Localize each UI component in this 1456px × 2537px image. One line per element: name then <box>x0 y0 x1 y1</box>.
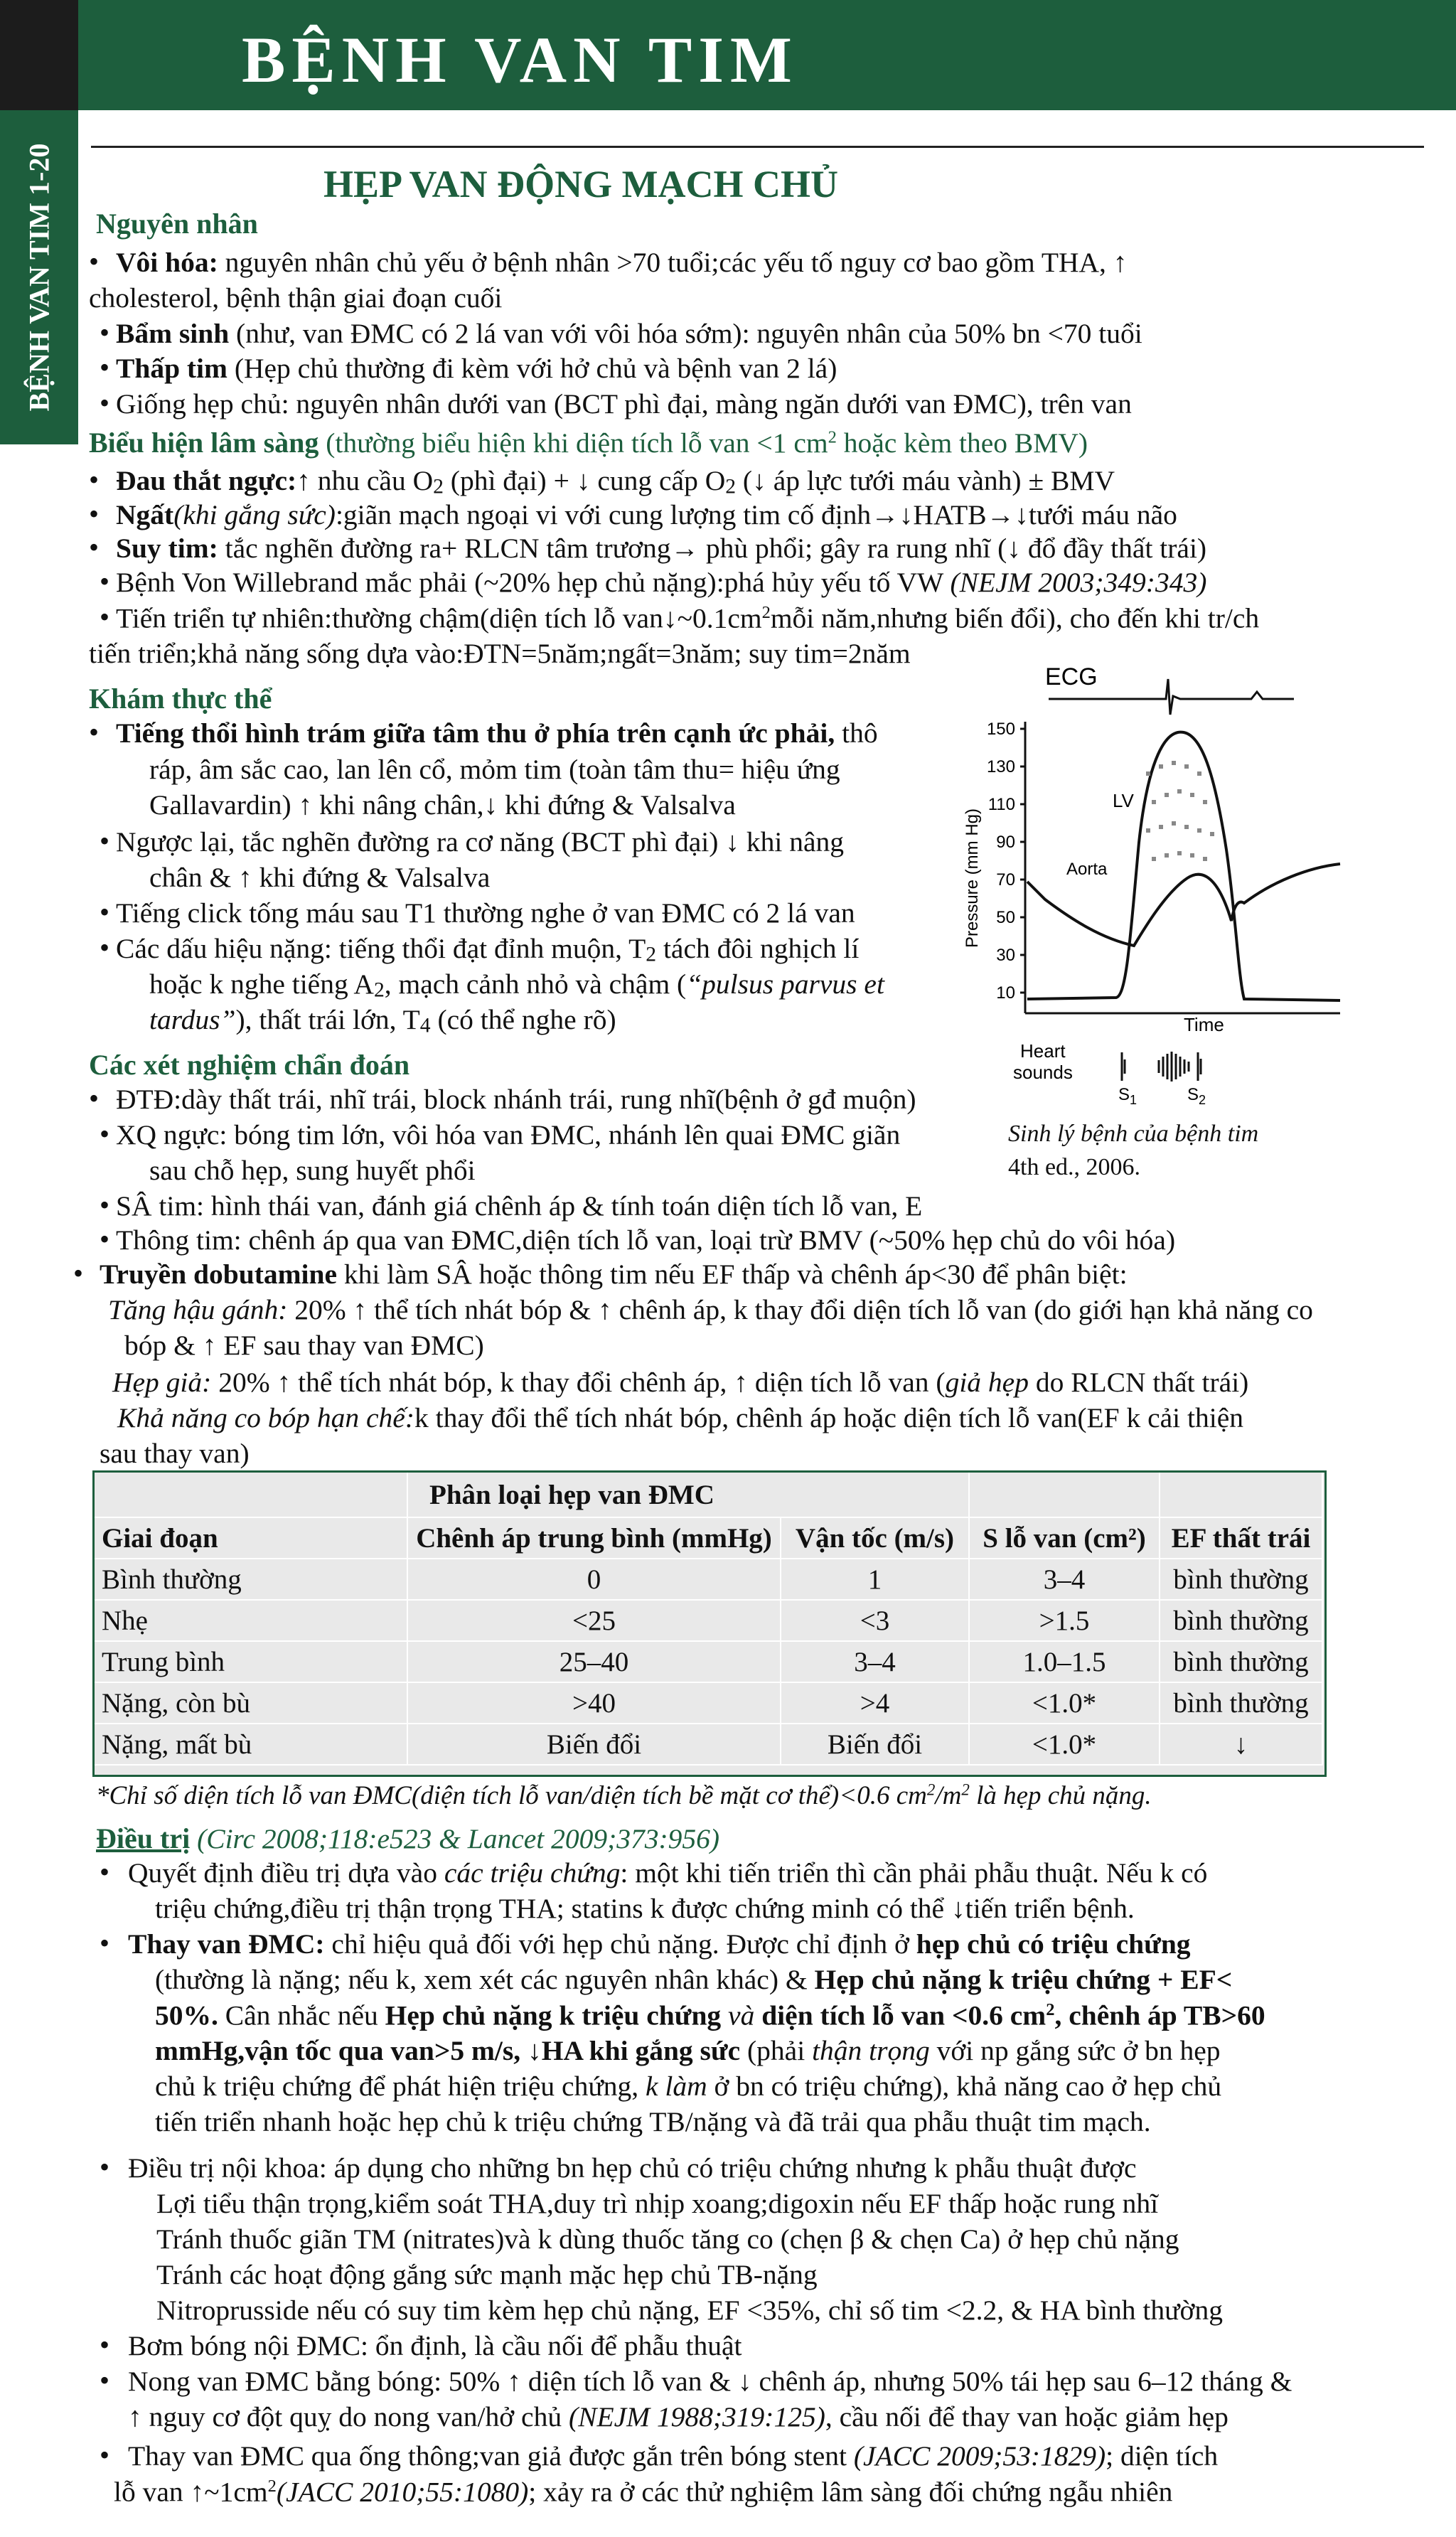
y-tick-label: 110 <box>987 795 1015 814</box>
bullet: • <box>89 498 100 530</box>
table-cell: 1 <box>781 1559 969 1600</box>
bullet: • <box>89 245 100 277</box>
exam-severity-signs: Các dấu hiệu nặng: tiếng thổi đạt đỉnh muộn, $T_2$ tách đôi nghịch lí <box>116 933 860 966</box>
heart-sounds-trace <box>1122 1052 1201 1081</box>
y-tick-label: 30 <box>996 946 1015 965</box>
tx-medical-s2: Tránh thuốc giãn TM (nitrates)và k dùng thuốc tăng co (chẹn β & chẹn Ca) ở hẹp chủ nặng <box>156 2223 1179 2255</box>
bullet: • <box>100 931 110 963</box>
y-tick-label: 50 <box>996 908 1015 927</box>
top-rule <box>91 146 1424 148</box>
s2-label: $S_2$ <box>1187 1085 1206 1107</box>
dx-afterload-cont: bóp & ↑ EF sau thay van ĐMC) <box>124 1330 484 1361</box>
bullet: • <box>100 2151 110 2183</box>
table-header-cell: S lỗ van (cm²) <box>969 1517 1160 1559</box>
bullet: • <box>100 1189 110 1221</box>
tx-medical-s3: Tránh các hoạt động gắng sức mạnh mặc hẹp chủ TB-nặng <box>156 2259 818 2290</box>
tx-medical-s4: Nitroprusside nếu có suy tim kèm hẹp chủ nặng, EF <35%, chỉ số tim <2.2, & HA bình thường <box>156 2295 1223 2326</box>
tx-medical: Điều trị nội khoa: áp dụng cho những bn hẹp chủ có triệu chứng nhưng k phẫu thuật được <box>128 2152 1137 2184</box>
table-cell: Biến đổi <box>781 1724 969 1765</box>
table-row <box>95 1724 1322 1765</box>
dx-ecg: ĐTĐ:dày thất trái, nhĩ trái, block nhánh trái, rung nhĩ(bệnh ở gđ muộn) <box>116 1084 916 1115</box>
dx-limited-reserve: Khả năng co bóp hạn chế:k thay đổi thể tích nhát bóp, chênh áp hoặc diện tích lỗ van(EF k cải thiện <box>117 1402 1244 1433</box>
bullet: • <box>100 896 110 928</box>
pressure-figure <box>953 665 1379 1138</box>
y-tick-label: 150 <box>986 720 1015 739</box>
dx-afterload: Tăng hậu gánh: 20% ↑ thể tích nhát bóp & ↑ chênh áp, k thay đổi diện tích lỗ van (do giới hạn khả năng co <box>108 1294 1313 1325</box>
y-tick-label: 130 <box>986 757 1015 776</box>
heart-sounds-label-1: Heart <box>1020 1040 1066 1062</box>
aorta-label: Aorta <box>1066 860 1108 879</box>
tx-medical-s1: Lợi tiểu thận trọng,kiểm soát THA,duy trì nhịp xoang;digoxin nếu EF thấp hoặc rung nhĩ <box>156 2188 1159 2219</box>
figure-caption-edition: 4th ed., 2006. <box>1008 1154 1141 1180</box>
side-tab-label: BỆNH VAN TIM 1-20 <box>23 143 55 412</box>
cause-mimics: Giống hẹp chủ: nguyên nhân dưới van (BCT phì đại, màng ngăn dưới van ĐMC), trên van <box>116 388 1132 420</box>
cause-congenital: Bẩm sinh (như, van ĐMC có 2 lá van với vôi hóa sớm): nguyên nhân của 50% bn <70 tuổi <box>116 318 1142 349</box>
tx-avr-l5: chủ k triệu chứng để phát hiện triệu chứng, k làm ở bn có triệu chứng), khả năng cao ở hẹp chủ <box>155 2071 1222 2102</box>
dx-limited-reserve-cont: sau thay van) <box>100 1438 250 1469</box>
table-cell: 25–40 <box>407 1641 781 1682</box>
tx-balloon-valvuloplasty: Nong van ĐMC bằng bóng: 50% ↑ diện tích lỗ van & ↓ chênh áp, nhưng 50% tái hẹp sau 6–12 tháng & <box>128 2366 1292 2397</box>
s1-label: $S_1$ <box>1118 1085 1138 1107</box>
table-cell: Nhẹ <box>95 1600 407 1641</box>
table-cell: 0 <box>407 1559 781 1600</box>
y-tick-label: 10 <box>996 983 1015 1003</box>
bullet: • <box>73 1257 84 1289</box>
clinical-heart-failure: Suy tim: tắc nghẽn đường ra+ RLCN tâm trương→ phù phổi; gây ra rung nhĩ (↓ đổ đầy thất trái) <box>116 533 1207 564</box>
table-cell: <3 <box>781 1600 969 1641</box>
cause-calcification-cont: cholesterol, bệnh thận giai đoạn cuối <box>89 282 503 314</box>
dx-pseudo: Hẹp giả: 20% ↑ thể tích nhát bóp, k thay đổi chênh áp, ↑ diện tích lỗ van (giả hẹp do RLCN thất trái) <box>112 1367 1249 1398</box>
tx-avr-l2: (thường là nặng; nếu k, xem xét các nguyên nhân khác) & Hẹp chủ nặng k triệu chứng + EF< <box>155 1964 1233 1995</box>
bullet: • <box>100 351 110 383</box>
clinical-angina: Đau thắt ngực:↑ nhu cầu $O_2$ (phì đại) + ↓ cung cấp $O_2$ (↓ áp lực tưới máu vành) ± BMV <box>116 465 1115 498</box>
table-header-cell: Vận tốc (m/s) <box>781 1517 969 1559</box>
bullet: • <box>89 464 100 496</box>
ecg-label: ECG <box>1045 665 1098 690</box>
bullet: • <box>100 387 110 419</box>
bullet: • <box>100 2329 110 2361</box>
dx-cxr-l2: sau chỗ hẹp, sung huyết phổi <box>149 1155 476 1186</box>
table-cell: >40 <box>407 1682 781 1724</box>
y-tick-label: 90 <box>996 833 1015 852</box>
heart-sounds-label-2: sounds <box>1013 1062 1073 1083</box>
tx-avr-l6: tiến triển nhanh hoặc hẹp chủ k triệu chứng TB/nặng và đã trải qua phẫu thuật tim mạch. <box>155 2106 1151 2137</box>
table-header-cell: Giai đoạn <box>95 1517 407 1559</box>
table-cell: Biến đổi <box>407 1724 781 1765</box>
tx-avr: Thay van ĐMC: chỉ hiệu quả đối với hẹp chủ nặng. Được chỉ định ở hẹp chủ có triệu chứng <box>128 1928 1191 1960</box>
dx-cath: Thông tim: chênh áp qua van ĐMC,diện tích lỗ van, loại trừ BMV (~50% hẹp chủ do vôi hóa) <box>116 1224 1176 1256</box>
table-row <box>95 1641 1322 1682</box>
dx-cxr: XQ ngực: bóng tim lớn, vôi hóa van ĐMC, nhánh lên quai ĐMC giãn <box>116 1119 901 1150</box>
bullet: • <box>100 1856 110 1888</box>
bullet: • <box>100 1223 110 1255</box>
table-cell: Trung bình <box>95 1641 407 1682</box>
y-tick-label: 70 <box>996 870 1015 890</box>
bullet: • <box>100 565 110 597</box>
table-row <box>95 1682 1322 1724</box>
tx-decision-cont: triệu chứng,điều trị thận trọng THA; statins k được chứng minh có thể ↓tiến triển bệnh. <box>155 1893 1135 1924</box>
tx-avr-l3: 50%. Cân nhắc nếu Hẹp chủ nặng k triệu chứng và diện tích lỗ van <0.6 $cm^2$, chênh áp TB>60 <box>155 1999 1265 2031</box>
bullet: • <box>100 2364 110 2396</box>
table-footnote: *Chỉ số diện tích lỗ van ĐMC(diện tích lỗ van/diện tích bề mặt cơ thể)<0.6 $cm^2/m^2$ là hẹp chủ nặng. <box>96 1780 1152 1810</box>
dx-dobutamine: Truyền dobutamine khi làm SÂ hoặc thông tim nếu EF thấp và chênh áp<30 để phân biệt: <box>100 1259 1128 1290</box>
y-axis-ticks <box>987 720 1025 1003</box>
bullet: • <box>89 716 100 748</box>
bullet: • <box>100 1927 110 1959</box>
bullet: • <box>100 825 110 857</box>
heading-causes: Nguyên nhân <box>96 208 258 240</box>
table-cell: Bình thường <box>95 1559 407 1600</box>
tx-avr-l4: mmHg,vận tốc qua van>5 m/s, ↓HA khi gắng sức (phải thận trọng với np gắng sức ở bn hẹp <box>155 2035 1221 2066</box>
exam-severity-signs-l3: tardus”), thất trái lớn, $T_4$ (có thể nghe rõ) <box>149 1004 616 1037</box>
exam-murmur-l2: ráp, âm sắc cao, lan lên cổ, mỏm tim (toàn tâm thu= hiệu ứng <box>149 754 840 785</box>
clinical-natural-history: Tiến triển tự nhiên:thường chậm(diện tích lỗ $van↓\sim 0.1cm^2mỗi$ năm,nhưng biến đổi), cho đến khi tr/ch <box>116 602 1260 634</box>
cause-rheumatic: Thấp tim (Hẹp chủ thường đi kèm với hở chủ và bệnh van 2 lá) <box>116 353 837 384</box>
heading-treatment: Điều trị (Circ 2008;118:e523 & Lancet 2009;373:956) <box>96 1822 720 1854</box>
table-caption: Phân loại hẹp van ĐMC <box>407 1473 969 1517</box>
table-cell: Nặng, mất bù <box>95 1724 407 1765</box>
table-row <box>95 1559 1322 1600</box>
pressure-gradient-shading <box>1146 761 1214 861</box>
heading-diagnostics: Các xét nghiệm chẩn đoán <box>89 1049 410 1081</box>
y-axis-label: Pressure (mm Hg) <box>963 808 982 949</box>
table-cell: 1.0–1.5 <box>969 1641 1160 1682</box>
tx-tavr-l2: lỗ van $↑\sim 1cm^2(JACC$ 2010;55:1080); xảy ra ở các thử nghiệm lâm sàng đối chứng ngẫu nhiên <box>114 2476 1173 2508</box>
section-title: HẸP VAN ĐỘNG MẠCH CHỦ <box>323 163 839 205</box>
table-cell: Nặng, còn bù <box>95 1682 407 1724</box>
severity-table <box>95 1473 1323 1766</box>
bullet: • <box>89 1082 100 1114</box>
bullet: • <box>100 2439 110 2471</box>
tx-balloon-valvuloplasty-l2: ↑ nguy cơ đột quỵ do nong van/hở chủ (NEJM 1988;319:125), cầu nối để thay van hoặc giảm hẹp <box>128 2401 1228 2432</box>
exam-severity-signs-l2: hoặc k nghe tiếng $A_2$, mạch cảnh nhỏ và chậm (“pulsus parvus et <box>149 968 884 1002</box>
bullet: • <box>100 316 110 348</box>
exam-dynamic-obstruction-l2: chân & ↑ khi đứng & Valsalva <box>149 862 491 893</box>
clinical-syncope: Ngất(khi gắng sức):giãn mạch ngoại vi với cung lượng tim cố định→↓HATB→↓tưới máu não <box>116 499 1177 530</box>
table-cell: bình thường <box>1160 1682 1322 1724</box>
table-cell: ↓ <box>1160 1724 1322 1765</box>
table-header-cell: Chênh áp trung bình (mmHg) <box>407 1517 781 1559</box>
heading-exam: Khám thực thể <box>89 683 272 715</box>
table-header-cell: EF thất trái <box>1160 1517 1322 1559</box>
table-row <box>95 1600 1322 1641</box>
chapter-title: BỆNH VAN TIM <box>242 23 798 96</box>
exam-murmur: Tiếng thổi hình trám giữa tâm thu ở phía trên cạnh ức phải, thô <box>116 717 878 749</box>
tx-tavr: Thay van ĐMC qua ống thông;van giả được gắn trên bóng stent (JACC 2009;53:1829); diện tích <box>128 2440 1219 2472</box>
dx-echo: SÂ tim: hình thái van, đánh giá chênh áp & tính toán diện tích lỗ van, E <box>116 1190 923 1222</box>
exam-murmur-l3: Gallavardin) ↑ khi nâng chân,↓ khi đứng & Valsalva <box>149 789 736 821</box>
exam-ejection-click: Tiếng click tống máu sau T1 thường nghe ở van ĐMC có 2 lá van <box>116 897 855 929</box>
table-cell: bình thường <box>1160 1559 1322 1600</box>
exam-dynamic-obstruction: Ngược lại, tắc nghẽn đường ra cơ năng (BCT phì đại) ↓ khi nâng <box>116 826 844 858</box>
table-cell: bình thường <box>1160 1600 1322 1641</box>
table-cell: <1.0* <box>969 1724 1160 1765</box>
bullet: • <box>89 531 100 563</box>
x-axis-label: Time <box>1184 1014 1224 1035</box>
lv-label: LV <box>1113 790 1134 811</box>
tx-iabp: Bơm bóng nội ĐMC: ổn định, là cầu nối để phẫu thuật <box>128 2330 742 2361</box>
table-cell: <25 <box>407 1600 781 1641</box>
table-cell: >4 <box>781 1682 969 1724</box>
heading-clinical: Biểu hiện lâm sàng (thường biểu hiện khi diện tích lỗ van <1 $cm^2$ hoặc kèm theo BMV) <box>89 427 1088 459</box>
tx-decision: Quyết định điều trị dựa vào các triệu chứng: một khi tiến triển thì cần phải phẫu thuật. Nếu k có <box>128 1857 1208 1889</box>
table-cell: <1.0* <box>969 1682 1160 1724</box>
bullet: • <box>100 601 110 633</box>
table-cell: 3–4 <box>781 1641 969 1682</box>
bullet: • <box>100 1118 110 1150</box>
clinical-von-willebrand: Bệnh Von Willebrand mắc phải (~20% hẹp chủ nặng):phá hủy yếu tố VW (NEJM 2003;349:343) <box>116 567 1207 598</box>
table-cell: >1.5 <box>969 1600 1160 1641</box>
cause-calcification: Vôi hóa: nguyên nhân chủ yếu ở bệnh nhân >70 tuổi;các yếu tố nguy cơ bao gồm THA, ↑ <box>116 247 1128 278</box>
clinical-natural-history-cont: tiến triển;khả năng sống dựa vào:ĐTN=5năm;ngất=3năm; suy tim=2năm <box>89 638 911 669</box>
header-corner-block <box>0 0 78 110</box>
table-cell: 3–4 <box>969 1559 1160 1600</box>
figure-caption: Sinh lý bệnh của bệnh tim <box>1008 1121 1259 1147</box>
table-cell: bình thường <box>1160 1641 1322 1682</box>
